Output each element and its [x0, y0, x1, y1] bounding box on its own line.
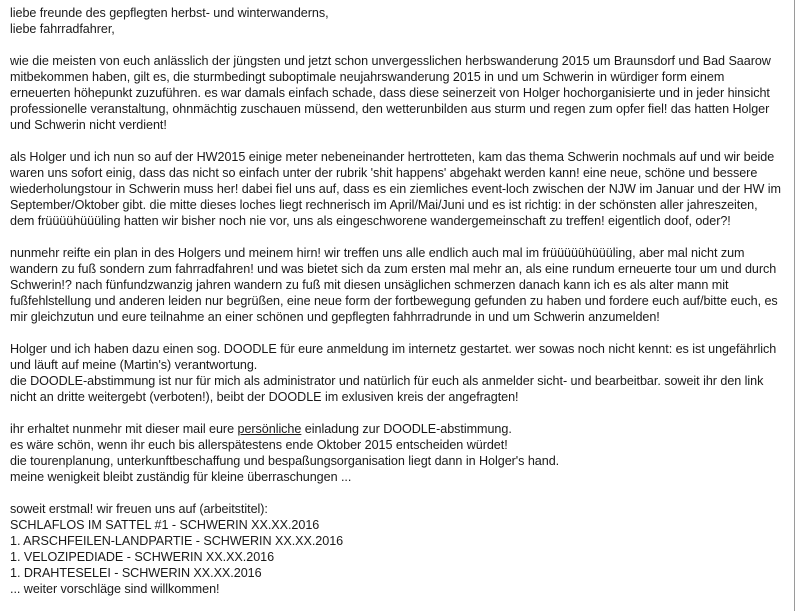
personal-emphasis: persönliche	[237, 422, 302, 436]
paragraph-gap	[10, 133, 794, 149]
working-title: 1. VELOZIPEDIADE - SCHWERIN XX.XX.2016	[10, 550, 275, 564]
text-line: Schwerin!? nach fünfundzwanzig jahren wandern zu fuß mit diesen unsäglichen schmerzen danach kann ich es als alter mann mit	[10, 278, 729, 292]
paragraph-gap	[10, 325, 794, 341]
text-line: soweit erstmal! wir freuen uns auf (arbeitstitel):	[10, 502, 268, 516]
mail-body	[10, 5, 794, 597]
paragraph-gap	[10, 485, 794, 501]
text-line: meine wenigkeit bleibt zuständig für kleine überraschungen ...	[10, 470, 352, 484]
text-line: nunmehr reifte ein plan in des Holgers und meinem hirn! wir treffen uns alle endlich auch mal im früüüüühüüüling, aber mal nicht zum	[10, 246, 745, 260]
text-line: mitbekommen haben, gilt es, die sturmbedingt suboptimale neujahrswanderung 2015 in und um Schwerin in würdiger form einem	[10, 70, 725, 84]
text-line: nicht an dritte weitergebt (verboten!), beibt der DOODLE im exlusiven kreis der angefragten!	[10, 390, 519, 404]
text-line: September/Oktober gibt. die mitte dieses loches liegt rechnerisch im April/Mai/Juni und es ist richtig: in der schönsten aller jahreszeiten,	[10, 198, 758, 212]
text-line: wandern zu fuß sondern zum fahrradfahren! und was bietet sich da zum ersten mal mehr an, als eine rundum erneuerte tour um und durch	[10, 262, 777, 276]
text-line	[10, 421, 794, 437]
working-title: 1. DRAHTESELEI - SCHWERIN XX.XX.2016	[10, 566, 262, 580]
text-line: mir gleichzutun und eure teilnahme an einer schönen und gepflegten fahhrradrunde in und um Schwerin anzumelden!	[10, 310, 660, 324]
text-line: und läuft auf meine (Martin's) verantwortung.	[10, 358, 258, 372]
text-line: erneuerten höhepunkt zuzuführen. es war damals einfach schade, dass diese seinerzeit von Holger hochorganisierte und in jeder hinsicht	[10, 86, 770, 100]
paragraph-gap	[10, 229, 794, 245]
text-line: wie die meisten von euch anlässlich der jüngsten und jetzt schon unvergesslichen herbswanderung 2015 um Braunsdorf und Bad Saarow	[10, 54, 771, 68]
paragraph-working-titles	[10, 501, 794, 597]
paragraph-invitation	[10, 421, 794, 485]
working-title: SCHLAFLOS IM SATTEL #1 - SCHWERIN XX.XX.2016	[10, 518, 320, 532]
text-fragment: ihr erhaltet nunmehr mit dieser mail eure	[10, 422, 238, 436]
working-title: 1. ARSCHFEILEN-LANDPARTIE - SCHWERIN XX.XX.2016	[10, 534, 344, 548]
greeting-line: liebe fahrradfahrer,	[10, 22, 115, 36]
greeting-line: liebe freunde des gepflegten herbst- und winterwanderns,	[10, 6, 329, 20]
text-line: fußfehlstellung und anderen leiden nur begrüßen, eine neue form der fortbewegung gefunden zu haben und fordere euch auf/bitte euch, es	[10, 294, 778, 308]
text-fragment: einladung zur DOODLE-abstimmung.	[301, 422, 512, 436]
paragraph-plan	[10, 245, 794, 325]
paragraph-gap	[10, 405, 794, 421]
text-line: wiederholungstour in Schwerin muss her! dabei fiel uns auf, dass es ein ziemliches event-loch zwischen der NJW im Januar und der HW im	[10, 182, 781, 196]
text-line: ... weiter vorschläge sind willkommen!	[10, 582, 220, 596]
paragraph-hw2015	[10, 149, 794, 229]
text-line: waren uns sofort einig, dass das nicht so einfach unter der rubrik 'shit happens' abgehakt werden kann! eine neue, schöne und bessere	[10, 166, 758, 180]
text-line: dem früüüühüüüling hatten wir bisher noch nie vor, uns als eingeschworene wandergemeinschaft zu treffen! eigentlich doof, oder?!	[10, 214, 731, 228]
text-line: professionelle veranstaltung, ohnmächtig zuschauen müssend, den wetterunbilden aus sturm und regen zum opfer fiel! das hatten Holger	[10, 102, 770, 116]
text-line: die tourenplanung, unterkunftbeschaffung und bespaßungsorganisation liegt dann in Holger's hand.	[10, 454, 560, 468]
text-line: Holger und ich haben dazu einen sog. DOODLE für eure anmeldung im internetz gestartet. wer sowas noch nicht kennt: es ist ungefährlich	[10, 342, 777, 356]
text-line: die DOODLE-abstimmung ist nur für mich als administrator und natürlich für euch als anmelder sicht- und bearbeitbar. soweit ihr den link	[10, 374, 764, 388]
paragraph-gap	[10, 37, 794, 53]
text-line: und Schwerin nicht verdient!	[10, 118, 167, 132]
scroll-area[interactable]	[796, 0, 802, 611]
text-line: es wäre schön, wenn ihr euch bis allerspätestens ende Oktober 2015 entscheiden würdet!	[10, 438, 508, 452]
paragraph-herbstwanderung	[10, 53, 794, 133]
paragraph-doodle	[10, 341, 794, 405]
text-line: als Holger und ich nun so auf der HW2015 einige meter nebeneinander hertrotteten, kam das thema Schwerin nochmals auf und wir beide	[10, 150, 775, 164]
